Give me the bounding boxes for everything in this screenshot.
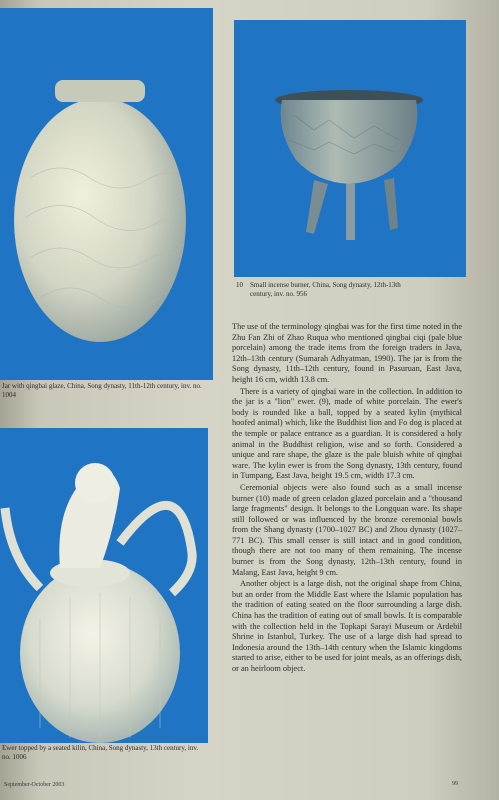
page-number: 99 <box>452 781 458 787</box>
ewer-photo <box>0 428 208 743</box>
ewer-illustration <box>0 428 208 743</box>
incense-caption: Small incense burner, China, Song dynasty, 12th-13th century, inv. no. 956 <box>250 281 401 298</box>
footer-issue: September-October 2003 <box>4 782 65 788</box>
incense-burner-illustration <box>234 20 466 277</box>
jar-photo <box>0 8 213 380</box>
paragraph-1: The use of the terminology qingbai was for the first time noted in the Zhu Fan Zhi of Zhao Ruqua who mentioned qingbai ciqi (pale blue porcelain) among the trade items from the foreign traders in Java, 12th–13th century (Sumarah Adhyatman, 1990). The jar is from the Song dynasty, 11th–12th century, found in Pasuruan, East Java, height 16 cm, width 13.8 cm. <box>232 322 462 384</box>
article-body <box>232 322 462 676</box>
incense-burner-photo <box>234 20 466 277</box>
paragraph-2: There is a variety of qingbai ware in the collection. In addition to the jar is a "lion" ewer. (9), made of white porcelain. The ewer's body is rounded like a ball, topped by a seated kylin (mythical hoofed animal) which, like the Buddhist lion and Fo dog is placed at the temple or palace entrance as a guardian. It is considered a holy animal in the Buddhist religion, wise and so forth. Considered a unique and rare shape, the glaze is the pale bluish white of qingbai ware. The kylin ewer is from the Song dynasty, 13th century, found in Tumpang, East Java, height 19.5 cm, width 17.3 cm. <box>232 386 462 481</box>
jar-illustration <box>0 8 213 380</box>
paragraph-3: Ceremonial objects were also found such as a small incense burner (10) made of green celadon glazed porcelain and a "thousand large fragments" design. It belongs to the Longquan ware. Its shape still followed or was influenced by the bronze ceremonial bowls from the Shang dynasty (1700–1027 BC) and Zhou dynasty (1027–771 BC). This small censer is still intact and in good condition, though there are not too many of them remaining. The incense burner is from the Song dynasty, 12th–13th century, found in Malang, East Java, height 9 cm. <box>232 482 462 577</box>
jar-caption: Jar with qingbai glaze, China, Song dynasty, 11th-12th century, inv. no. 1004 <box>2 382 202 399</box>
paragraph-4: Another object is a large dish, not the original shape from China, but an order from the Middle East where the Islamic population has the tradition of eating seated on the floor surrounding a large dish. China has the tradition of eating out of small bowls. It is comparable with the collection held in the Topkapi Sarayi Museum or Ardebil Shrine in Istanbul, Turkey. The use of a large dish had spread to Indonesia around the 13th–14th century when the Islamic kingdoms started to arise, either to be used for joint meals, as an offerings dish, or an heirloom object. <box>232 579 462 673</box>
incense-caption-number: 10 <box>236 281 243 289</box>
ewer-caption: Ewer topped by a seated kilin, China, Song dynasty, 13th century, inv. no. 1006 <box>2 744 199 761</box>
